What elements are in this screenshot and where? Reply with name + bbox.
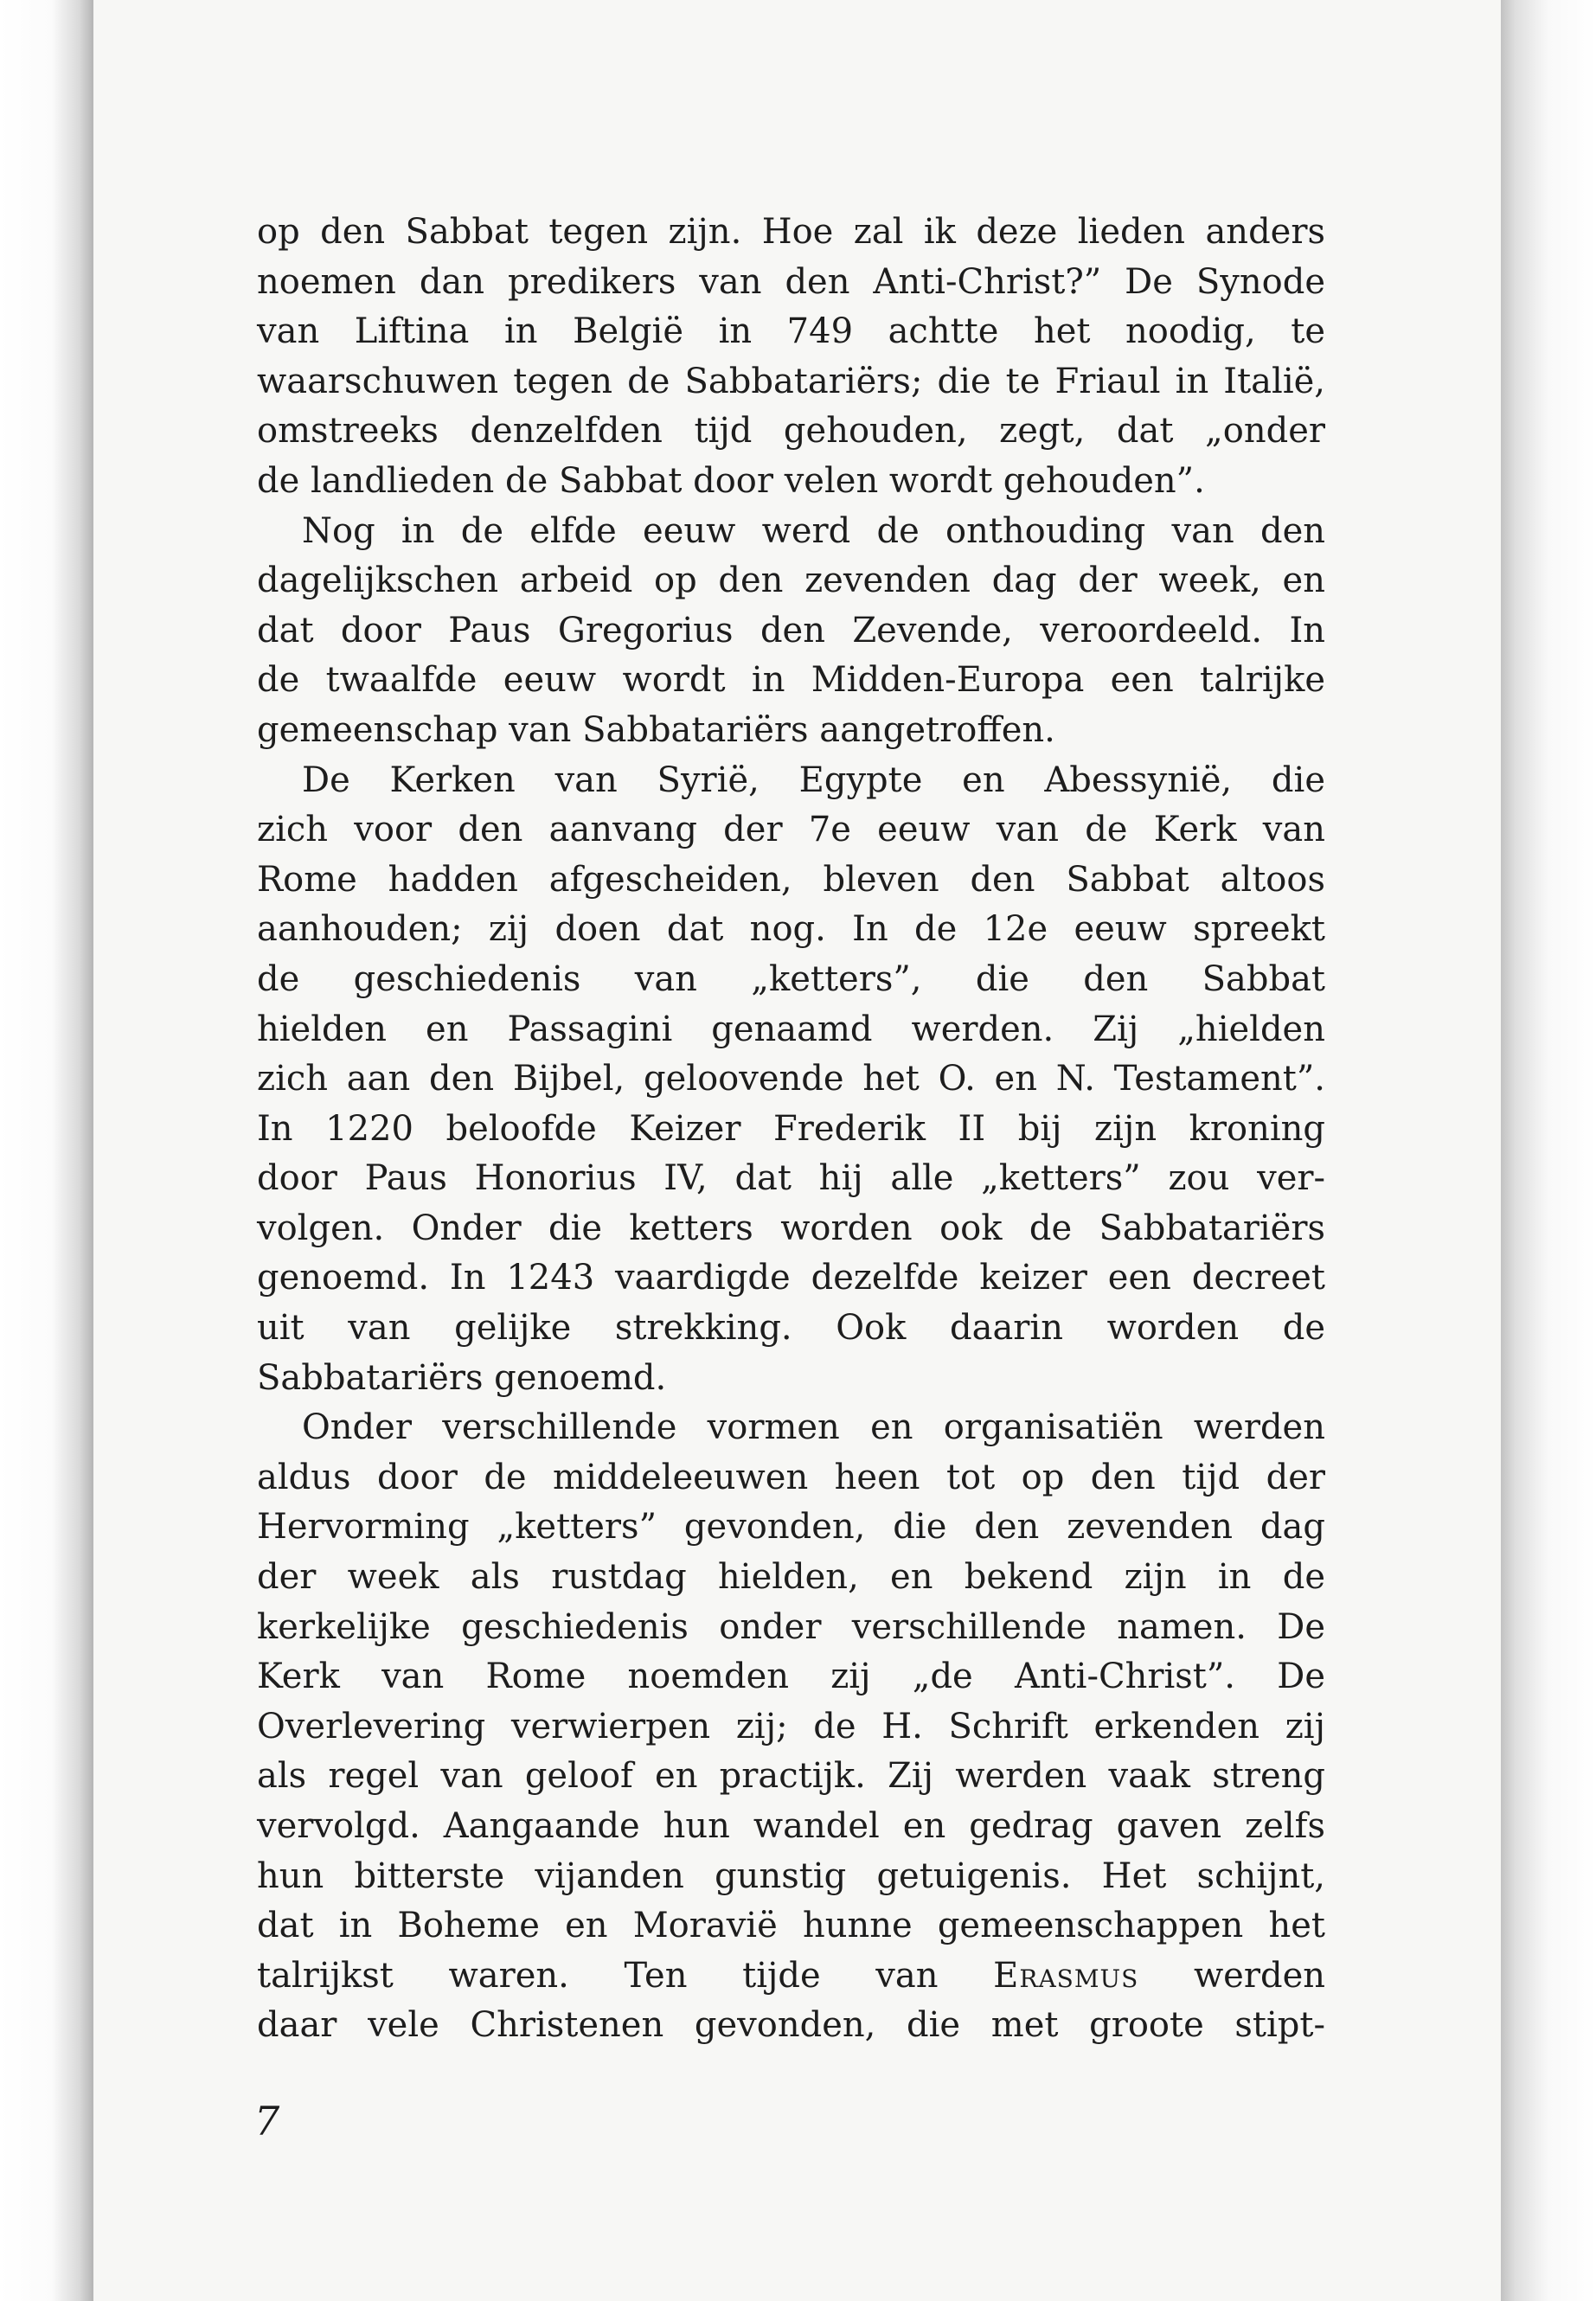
text-line: daar vele Christenen gevonden, die met groote stipt-: [257, 2005, 1325, 2046]
text-line: genoemd. In 1243 vaardigde dezelfde keizer een decreet: [257, 1258, 1325, 1298]
text-line: als regel van geloof en practijk. Zij werden vaak streng: [257, 1756, 1325, 1797]
text-line: Rome hadden afgescheiden, bleven den Sabbat altoos: [257, 859, 1325, 900]
text-line: dat door Paus Gregorius den Zevende, veroordeeld. In: [257, 610, 1325, 651]
text-line: de geschiedenis van „ketters”, die den Sabbat: [257, 958, 1325, 999]
text-line: van Liftina in België in 749 achtte het noodig, te: [257, 311, 1325, 352]
page-shadow-left: [0, 0, 93, 2301]
text-line: Hervorming „ketters” gevonden, die den zevenden dag: [257, 1507, 1325, 1548]
text-line: aanhouden; zij doen dat nog. In de 12e eeuw spreekt: [257, 909, 1325, 950]
text-line: aldus door de middeleeuwen heen tot op den tijd der: [257, 1457, 1325, 1497]
text-line: Sabbatariërs genoemd.: [257, 1357, 667, 1398]
paragraph-start-line: Nog in de elfde eeuw werd de onthouding van den: [302, 510, 1325, 551]
paragraph-start-line: Onder verschillende vormen en organisatiën werden: [302, 1407, 1325, 1448]
text-line: de twaalfde eeuw wordt in Midden-Europa een talrijke: [257, 660, 1325, 701]
text-line: door Paus Honorius IV, dat hij alle „ketters” zou ver-: [257, 1158, 1325, 1199]
text-line: de landlieden de Sabbat door velen wordt gehouden”.: [257, 460, 1205, 501]
text-line: hielden en Passagini genaamd werden. Zij „hielden: [257, 1009, 1325, 1049]
text-line: omstreeks denzelfden tijd gehouden, zegt, dat „onder: [257, 411, 1325, 452]
text-line-part: werden: [1193, 1955, 1326, 1996]
page-shadow-right: [1501, 0, 1596, 2301]
text-line: dat in Boheme en Moravië hunne gemeenschappen het: [257, 1906, 1325, 1946]
text-line: zich aan den Bijbel, geloovende het O. en N. Testament”.: [257, 1059, 1325, 1099]
text-line: volgen. Onder die ketters worden ook de Sabbatariërs: [257, 1208, 1325, 1248]
text-line: zich voor den aanvang der 7e eeuw van de Kerk van: [257, 810, 1325, 850]
text-line: op den Sabbat tegen zijn. Hoe zal ik deze lieden anders: [257, 212, 1325, 252]
text-line: dagelijkschen arbeid op den zevenden dag der week, en: [257, 561, 1325, 601]
paragraph-start-line: De Kerken van Syrië, Egypte en Abessynië, die: [302, 760, 1325, 800]
text-line: waarschuwen tegen de Sabbatariërs; die te Friaul in Italië,: [257, 361, 1325, 401]
text-line: In 1220 beloofde Keizer Frederik II bij zijn kroning: [257, 1108, 1325, 1149]
text-line: [257, 1952, 1325, 2002]
page-number: 7: [254, 2098, 280, 2144]
text-line: der week als rustdag hielden, en bekend zijn in de: [257, 1557, 1325, 1598]
text-line: hun bitterste vijanden gunstig getuigenis. Het schijnt,: [257, 1856, 1325, 1896]
text-line-part: talrijkst waren. Ten tijde van: [257, 1955, 939, 1996]
text-line: kerkelijke geschiedenis onder verschillende namen. De: [257, 1606, 1325, 1647]
text-line: vervolgd. Aangaande hun wandel en gedrag gaven zelfs: [257, 1806, 1325, 1846]
text-line: gemeenschap van Sabbatariërs aangetroffen.: [257, 709, 1055, 750]
text-line: Kerk van Rome noemden zij „de Anti-Christ”. De: [257, 1657, 1325, 1697]
small-caps-name: Erasmus: [993, 1955, 1139, 1996]
text-line: Overlevering verwierpen zij; de H. Schrift erkenden zij: [257, 1706, 1325, 1747]
text-line: noemen dan predikers van den Anti-Christ?” De Synode: [257, 261, 1325, 302]
text-line: uit van gelijke strekking. Ook daarin worden de: [257, 1308, 1325, 1349]
body-text: [257, 208, 1325, 2051]
